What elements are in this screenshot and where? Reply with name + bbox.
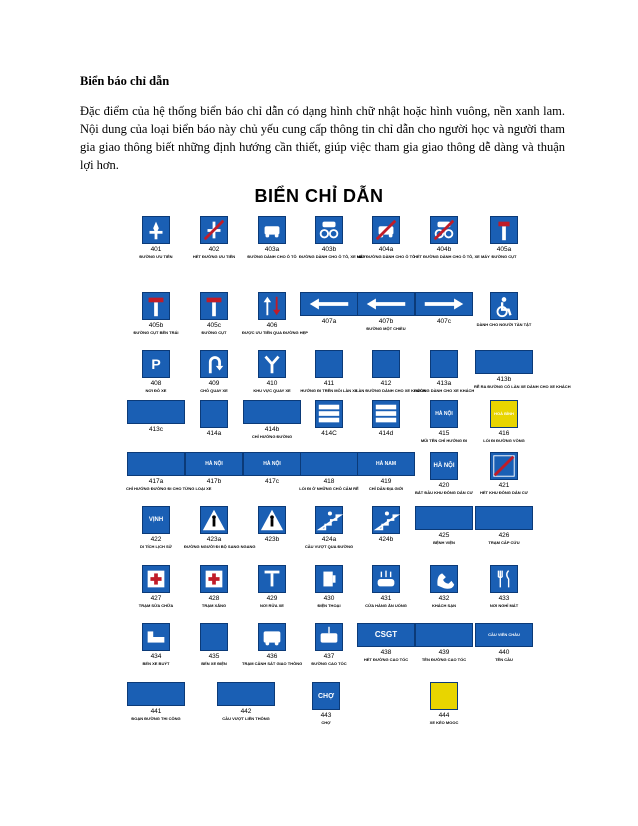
sign-caption: LÀN ĐƯỜNG DÀNH CHO XE KHÁCH — [356, 388, 426, 393]
sign-pictogram-icon — [491, 566, 517, 592]
sign-pictogram-icon — [201, 566, 227, 592]
traffic-sign-423b — [258, 506, 286, 534]
sign-caption: HẾT KHU ĐÔNG DÂN CƯ — [480, 490, 528, 495]
sign-caption: BẮT ĐẦU KHU ĐÔNG DÂN CƯ — [415, 490, 473, 495]
traffic-sign-422 — [142, 506, 170, 534]
traffic-sign-430 — [315, 565, 343, 593]
sign-caption: CHỢ — [321, 720, 331, 725]
sign-caption: CHỈ HƯỚNG ĐƯỜNG — [251, 434, 293, 439]
traffic-sign-406 — [258, 292, 286, 320]
traffic-sign-442 — [217, 682, 275, 706]
sign-caption: KHÁCH SẠN — [432, 603, 456, 608]
sign-caption: TRẠM CẢNH SÁT GIAO THÔNG — [242, 661, 303, 666]
sign-pictogram-icon — [316, 217, 342, 243]
sign-text: HÀ NỘI — [205, 460, 223, 467]
sign-pictogram-icon — [143, 624, 169, 650]
sign-pictogram-icon — [491, 453, 517, 479]
sign-number: 414C — [321, 430, 337, 437]
sign-caption: NƠI ĐỖ XE — [145, 388, 167, 393]
sign-pictogram-icon — [201, 351, 227, 377]
traffic-sign-411 — [315, 350, 343, 378]
traffic-sign-402 — [200, 216, 228, 244]
sign-number: 407b — [378, 318, 394, 325]
sign-text: HÀ NỘI — [263, 460, 281, 467]
traffic-sign-434 — [142, 623, 170, 651]
traffic-sign-433 — [490, 565, 518, 593]
sign-number: 423a — [206, 536, 222, 543]
sign-caption: DÀNH CHO NGƯỜI TÀN TẬT — [476, 322, 532, 327]
sign-caption: ĐƯỢC ƯU TIÊN QUA ĐƯỜNG HẸP — [242, 330, 308, 335]
sign-text: HÀ NAM — [376, 460, 396, 467]
sign-number: 432 — [438, 595, 450, 602]
sign-number: 405b — [148, 322, 164, 329]
traffic-sign-418 — [300, 452, 358, 476]
sign-pictogram-icon — [358, 293, 414, 315]
sign-caption: TÊN ĐƯỜNG CAO TỐC — [421, 657, 467, 662]
traffic-sign-439 — [415, 623, 473, 647]
sign-number: 418 — [323, 478, 335, 485]
sign-number: 407a — [321, 318, 337, 325]
traffic-sign-438 — [357, 623, 415, 647]
sign-text: CHỢ — [317, 692, 335, 700]
sign-pictogram-icon — [259, 624, 285, 650]
sign-caption: ĐƯỜNG ƯU TIÊN — [139, 254, 173, 259]
traffic-sign-407a — [300, 292, 358, 316]
sign-caption: CẦU VƯỢT LIÊN THÔNG — [222, 716, 270, 721]
traffic-sign-404b — [430, 216, 458, 244]
traffic-sign-427 — [142, 565, 170, 593]
sign-caption: KHU VỰC QUAY XE — [253, 388, 291, 393]
sign-caption: CHỖ QUAY XE — [200, 388, 228, 393]
sign-pictogram-icon — [201, 217, 227, 243]
traffic-sign-416 — [490, 400, 518, 428]
sign-number: 423b — [264, 536, 280, 543]
sign-number: 409 — [208, 380, 220, 387]
traffic-sign-443 — [312, 682, 340, 710]
sign-pictogram-icon — [259, 507, 285, 533]
sign-number: 410 — [266, 380, 278, 387]
sign-number: 441 — [150, 708, 162, 715]
sign-caption: TRẠM CẤP CỨU — [488, 540, 520, 545]
sign-caption: CỬA HÀNG ĂN UỐNG — [365, 603, 407, 608]
traffic-sign-414C — [315, 400, 343, 428]
sign-number: 427 — [150, 595, 162, 602]
traffic-sign-unnumbered — [490, 292, 518, 320]
sign-text: CSGT — [374, 630, 398, 639]
sign-pictogram-icon — [316, 401, 342, 427]
sign-number: 403a — [264, 246, 280, 253]
sign-number: 414b — [264, 426, 280, 433]
sign-caption: ĐƯỜNG CAO TỐC — [311, 661, 347, 666]
sign-number: 406 — [266, 322, 278, 329]
traffic-sign-405b — [142, 292, 170, 320]
sign-number: 421 — [498, 482, 510, 489]
sign-caption: ĐƯỜNG MỘT CHIỀU — [366, 326, 406, 331]
sign-caption: ĐƯỜNG DÀNH CHO XE KHÁCH — [414, 388, 475, 393]
traffic-sign-401 — [142, 216, 170, 244]
sign-text: HÀ NỘI — [433, 463, 455, 469]
traffic-sign-409 — [200, 350, 228, 378]
sign-pictogram-icon — [431, 217, 457, 243]
sign-pictogram-icon — [316, 507, 342, 533]
sign-caption: BẾN XE ĐIỆN — [201, 661, 227, 666]
sign-number: 430 — [323, 595, 335, 602]
sign-pictogram-icon — [201, 507, 227, 533]
traffic-sign-413c — [127, 400, 185, 424]
document-heading: Biển báo chỉ dẫn — [80, 74, 170, 88]
sign-pictogram-icon — [259, 217, 285, 243]
sign-caption: HẾT ĐƯỜNG DÀNH CHO Ô TÔ — [356, 254, 416, 259]
sign-caption: MŨI TÊN CHỈ HƯỚNG ĐI — [420, 438, 468, 443]
traffic-sign-440 — [475, 623, 533, 647]
sign-caption: ĐOẠN ĐƯỜNG THI CÔNG — [131, 716, 181, 721]
traffic-sign-436 — [258, 623, 286, 651]
sign-number: 420 — [438, 482, 450, 489]
sign-text: P — [151, 356, 161, 372]
traffic-sign-428 — [200, 565, 228, 593]
document-paragraph: Đặc điểm của hệ thống biển báo chỉ dẫn có dạng hình chữ nhật hoặc hình vuông, nền xanh lam. Nội dung của loại biển báo này chủ yếu cung cấp thông tin chỉ dẫn cho người học và người tham gia giao thông biết những định hướng cần thiết, giúp việc tham gia giao thông dễ dàng và thuận lợi hơn. — [80, 104, 565, 172]
sign-caption: ĐƯỜNG DÀNH CHO Ô TÔ, XE MÁY — [299, 254, 366, 259]
traffic-sign-435 — [200, 623, 228, 651]
sign-caption: ĐƯỜNG DÀNH CHO Ô TÔ — [247, 254, 297, 259]
traffic-sign-405a — [490, 216, 518, 244]
sign-number: 416 — [498, 430, 510, 437]
sign-number: 437 — [323, 653, 335, 660]
sign-number: 440 — [498, 649, 510, 656]
sign-pictogram-icon — [491, 293, 517, 319]
traffic-sign-423a — [200, 506, 228, 534]
traffic-sign-404a — [372, 216, 400, 244]
traffic-sign-413a — [430, 350, 458, 378]
sign-pictogram-icon — [373, 566, 399, 592]
sign-caption: CẦU VƯỢT QUA ĐƯỜNG — [304, 544, 354, 549]
sign-caption: HẾT ĐƯỜNG ƯU TIÊN — [192, 254, 236, 259]
traffic-sign-444 — [430, 682, 458, 710]
sign-number: 417c — [264, 478, 280, 485]
sign-pictogram-icon — [259, 566, 285, 592]
traffic-sign-407c — [415, 292, 473, 316]
sign-caption: NƠI NGHỈ MÁT — [489, 603, 519, 608]
sign-number: 402 — [208, 246, 220, 253]
sign-caption: ĐƯỜNG NGƯỜI ĐI BỘ SANG NGANG — [184, 544, 256, 549]
traffic-sign-403b — [315, 216, 343, 244]
sign-number: 435 — [208, 653, 220, 660]
sign-number: 443 — [320, 712, 332, 719]
traffic-sign-415 — [430, 400, 458, 428]
sign-caption: CHỈ DẪN ĐỊA GIỚI — [368, 486, 404, 491]
traffic-sign-426 — [475, 506, 533, 530]
traffic-sign-414b — [243, 400, 301, 424]
sign-caption: TRẠM XĂNG — [201, 603, 227, 608]
traffic-sign-413b — [475, 350, 533, 374]
sign-caption: NƠI RỬA XE — [260, 603, 284, 608]
sign-number: 424b — [378, 536, 394, 543]
sign-caption: HẾT ĐƯỜNG DÀNH CHO Ô TÔ, XE MÁY — [414, 254, 490, 259]
sign-pictogram-icon — [373, 217, 399, 243]
sign-caption: ĐƯỜNG CỤT — [491, 254, 517, 259]
sign-caption: ĐƯỜNG CỤT — [201, 330, 227, 335]
sign-number: 434 — [150, 653, 162, 660]
sign-number: 426 — [498, 532, 510, 539]
traffic-sign-405c — [200, 292, 228, 320]
traffic-sign-437 — [315, 623, 343, 651]
sign-number: 413a — [436, 380, 452, 387]
sign-number: 405c — [206, 322, 222, 329]
sign-text: HOÀ BÌNH — [494, 411, 514, 416]
sign-number: 417b — [206, 478, 222, 485]
traffic-sign-417b — [185, 452, 243, 476]
sign-number: 404a — [378, 246, 394, 253]
sign-number: 401 — [150, 246, 162, 253]
sign-text: VỊNH — [148, 517, 164, 523]
sign-caption: TÊN CẦU — [495, 657, 513, 662]
traffic-sign-425 — [415, 506, 473, 530]
sign-number: 415 — [438, 430, 450, 437]
traffic-sign-414a — [200, 400, 228, 428]
traffic-sign-431 — [372, 565, 400, 593]
traffic-sign-410 — [258, 350, 286, 378]
traffic-sign-420 — [430, 452, 458, 480]
sign-number: 425 — [438, 532, 450, 539]
sign-number: 414a — [206, 430, 222, 437]
sign-number: 411 — [323, 380, 335, 387]
traffic-sign-419 — [357, 452, 415, 476]
sign-pictogram-icon — [259, 293, 285, 319]
traffic-sign-414d — [372, 400, 400, 428]
sign-number: 403b — [321, 246, 337, 253]
traffic-sign-408 — [142, 350, 170, 378]
sign-caption: DI TÍCH LỊCH SỬ — [140, 544, 172, 549]
sign-number: 428 — [208, 595, 220, 602]
sign-caption: TRẠM SỬA CHỮA — [138, 603, 174, 608]
sign-pictogram-icon — [491, 217, 517, 243]
sign-caption: LỐI ĐI ĐƯỜNG VÒNG — [483, 438, 525, 443]
sign-number: 419 — [380, 478, 392, 485]
sign-number: 429 — [266, 595, 278, 602]
sign-number: 404b — [436, 246, 452, 253]
sign-number: 431 — [380, 595, 392, 602]
traffic-sign-403a — [258, 216, 286, 244]
sign-pictogram-icon — [143, 217, 169, 243]
traffic-sign-412 — [372, 350, 400, 378]
sign-number: 413c — [148, 426, 164, 433]
sign-number: 439 — [438, 649, 450, 656]
sign-pictogram-icon — [259, 351, 285, 377]
sign-number: 414d — [378, 430, 394, 437]
sign-pictogram-icon — [431, 566, 457, 592]
sign-number: 438 — [380, 649, 392, 656]
sign-text: CẦU VIÊN CHÂU — [488, 632, 520, 637]
sign-number: 444 — [438, 712, 450, 719]
traffic-sign-407b — [357, 292, 415, 316]
sign-caption: HƯỚNG ĐI TRÊN MỖI LÀN XE — [300, 388, 358, 393]
sign-number: 417a — [148, 478, 164, 485]
sign-number: 442 — [240, 708, 252, 715]
sign-pictogram-icon — [201, 293, 227, 319]
sign-caption: ĐƯỜNG CỤT BÊN TRÁI — [133, 330, 179, 335]
traffic-sign-417c — [243, 452, 301, 476]
figure-title: BIỂN CHỈ DẪN — [254, 186, 384, 206]
sign-pictogram-icon — [316, 566, 342, 592]
traffic-sign-424a — [315, 506, 343, 534]
sign-caption: RẼ RA ĐƯỜNG CÓ LÀN XE DÀNH CHO XE KHÁCH — [474, 384, 571, 389]
sign-text: HÀ NỘI — [435, 410, 453, 417]
sign-caption: ĐIỆN THOẠI — [317, 603, 341, 608]
sign-number: 408 — [150, 380, 162, 387]
sign-number: 433 — [498, 595, 510, 602]
traffic-sign-441 — [127, 682, 185, 706]
sign-caption: CHỈ HƯỚNG ĐƯỜNG ĐI CHO TỪNG LOẠI XE — [126, 486, 212, 491]
sign-number: 422 — [150, 536, 162, 543]
traffic-sign-429 — [258, 565, 286, 593]
sign-number: 424a — [321, 536, 337, 543]
sign-pictogram-icon — [301, 293, 357, 315]
traffic-sign-432 — [430, 565, 458, 593]
sign-number: 412 — [380, 380, 392, 387]
sign-pictogram-icon — [143, 566, 169, 592]
sign-caption: LỐI ĐI Ở NHỮNG CHỖ CẤM RẼ — [299, 486, 359, 491]
sign-pictogram-icon — [316, 624, 342, 650]
sign-pictogram-icon — [373, 401, 399, 427]
sign-number: 407c — [436, 318, 452, 325]
sign-pictogram-icon — [143, 293, 169, 319]
sign-number: 436 — [266, 653, 278, 660]
traffic-sign-421 — [490, 452, 518, 480]
sign-caption: XE KÉO MOOC — [429, 720, 459, 725]
traffic-sign-417a — [127, 452, 185, 476]
sign-number: 413b — [496, 376, 512, 383]
sign-pictogram-icon — [416, 293, 472, 315]
sign-caption: BẾN XE BUÝT — [142, 661, 170, 666]
traffic-sign-424b — [372, 506, 400, 534]
sign-pictogram-icon — [373, 507, 399, 533]
sign-number: 405a — [496, 246, 512, 253]
sign-caption: HẾT ĐƯỜNG CAO TỐC — [363, 657, 409, 662]
sign-caption: BỆNH VIỆN — [433, 540, 455, 545]
